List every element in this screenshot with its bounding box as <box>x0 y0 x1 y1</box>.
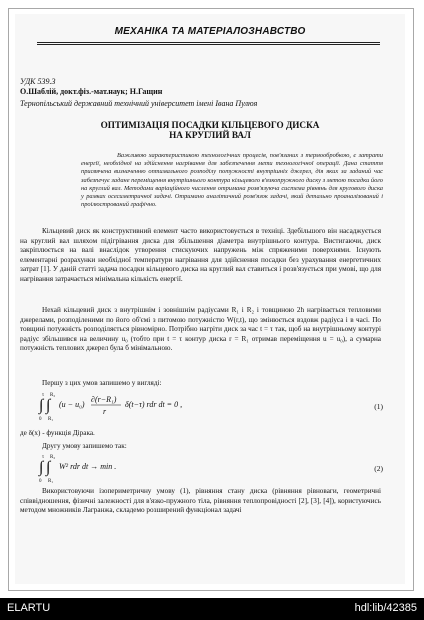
svg-text:∂(r−R₁): ∂(r−R₁) <box>91 395 117 404</box>
footer-bar <box>0 598 424 620</box>
svg-text:∫: ∫ <box>39 459 44 476</box>
equation-number: (1) <box>374 402 383 411</box>
title-line: НА КРУГЛИЙ ВАЛ <box>169 130 251 140</box>
svg-text:∫: ∫ <box>46 397 51 414</box>
svg-text:R₂: R₂ <box>50 455 56 460</box>
article-title <box>15 120 405 140</box>
equation-1 <box>37 390 387 422</box>
svg-text:τ: τ <box>42 455 45 460</box>
body-paragraph: Нехай кільцевий диск з внутрішнім і зовнішнім радіусами R₁ і R₂ і товщиною 2h нагрівається тепловими джерелами, розподіленими по його об'ємі з питомою потужністю W(r,t), що змінюється вздовж радіуса і в часі. По товщині потужність розподіляється рівномірно. Потрібно нагріти диск за час t = τ так, щоб на внутрішньому контурі радіус збільшився на величину u₀ (тобто при t = τ контур диска r = R₁ отримав переміщення u = u₀), а сумарна потужність теплових джерел була б мінімальною. <box>20 306 381 353</box>
body-text: Першу з цих умов запишемо у вигляді: <box>42 379 162 387</box>
equation-number: (2) <box>374 464 383 473</box>
equation-2-formula <box>37 452 237 486</box>
authors: О.Шаблій, докт.фіз.-мат.наук; Н.Гащин <box>20 87 163 96</box>
header-rule <box>37 42 380 43</box>
affiliation: Тернопільський державний технічний університет імені Івана Пулюя <box>20 99 258 108</box>
svg-text:R₁: R₁ <box>48 417 54 422</box>
svg-text:0: 0 <box>39 479 42 484</box>
abstract: Важливою характеристикою технологічних процесів, пов'язаних з термообробкою, є затрати енергії, необхідної на здійснення нагрівання для забезпечення мети технологічної операції. Дана стаття присвячена визначенню оптимального розподілу потужності внутрішніх джерел, дія яких за заданий час забезпечує задане переміщення внутрішнього контура кільцевого в'язкопружного диску з метою посадки його на круглий вал. Методами варіаційного числення отримана розв'язуюча система рівнянь для кругового диска у рамках осесиметричної задачі. Отримано аналітичний розв'язок задачі, який детально проаналізований і проілюстрований графічно. <box>81 152 383 209</box>
svg-text:R₁: R₁ <box>48 479 54 484</box>
udc-code: УДК 539.3 <box>20 77 56 86</box>
document-page <box>15 14 405 584</box>
body-text: де δ(x) - функція Дірака. <box>20 429 95 437</box>
header-rule <box>37 44 380 45</box>
equation-2 <box>37 452 387 484</box>
svg-text:(u − u₀): (u − u₀) <box>59 400 85 409</box>
equation-1-formula <box>37 390 237 424</box>
svg-text:δ(t−τ) rdr dt = 0 ,: δ(t−τ) rdr dt = 0 , <box>125 400 183 409</box>
svg-text:R₂: R₂ <box>50 393 56 398</box>
svg-text:∫: ∫ <box>39 397 44 414</box>
body-paragraph: Використовуючи ізопериметричну умову (1), рівняння стану диска (рівняння рівноваги, геометричні співвідношення, фізичні залежності для в'язко-пружного тіла, рівняння теплопровідності [2], [3], [4]), користуючись методом множників Лагранжа, складемо розширений функціонал задачі <box>20 487 381 515</box>
svg-text:0: 0 <box>39 417 42 422</box>
body-paragraph: Кільцевий диск як конструктивний елемент часто використовується в техніці. Здебільшого він насаджується на круглий вал шляхом підігрівання диска для збільшення діаметра внутрішнього контура. Вистигаючи, диск закріплюється на валі внаслідок утворення стискуючих напружень між спряженими поверхнями. Існують елементарні розрахунки необхідної температури нагрівання для здійснення посадки без урахування енергетичних затрат [1]. У даній статті задача посадки кільцевого диска на круглий вал ставиться і розв'язується при умові, що для нагрівання затрачається мінімальна кількість енергії. <box>20 227 381 283</box>
body-text: Другу умову запишемо так: <box>42 442 127 450</box>
handle-id: hdl:lib/42385 <box>354 602 417 614</box>
repository-name: ELARTU <box>7 602 51 614</box>
svg-text:W² rdr dt → min .: W² rdr dt → min . <box>59 462 117 471</box>
journal-title: МЕХАНІКА ТА МАТЕРІАЛОЗНАВСТВО <box>114 26 306 37</box>
svg-text:τ: τ <box>42 393 45 398</box>
title-line: ОПТИМІЗАЦІЯ ПОСАДКИ КІЛЬЦЕВОГО ДИСКА <box>100 120 320 130</box>
svg-text:r: r <box>103 407 107 416</box>
svg-text:∫: ∫ <box>46 459 51 476</box>
